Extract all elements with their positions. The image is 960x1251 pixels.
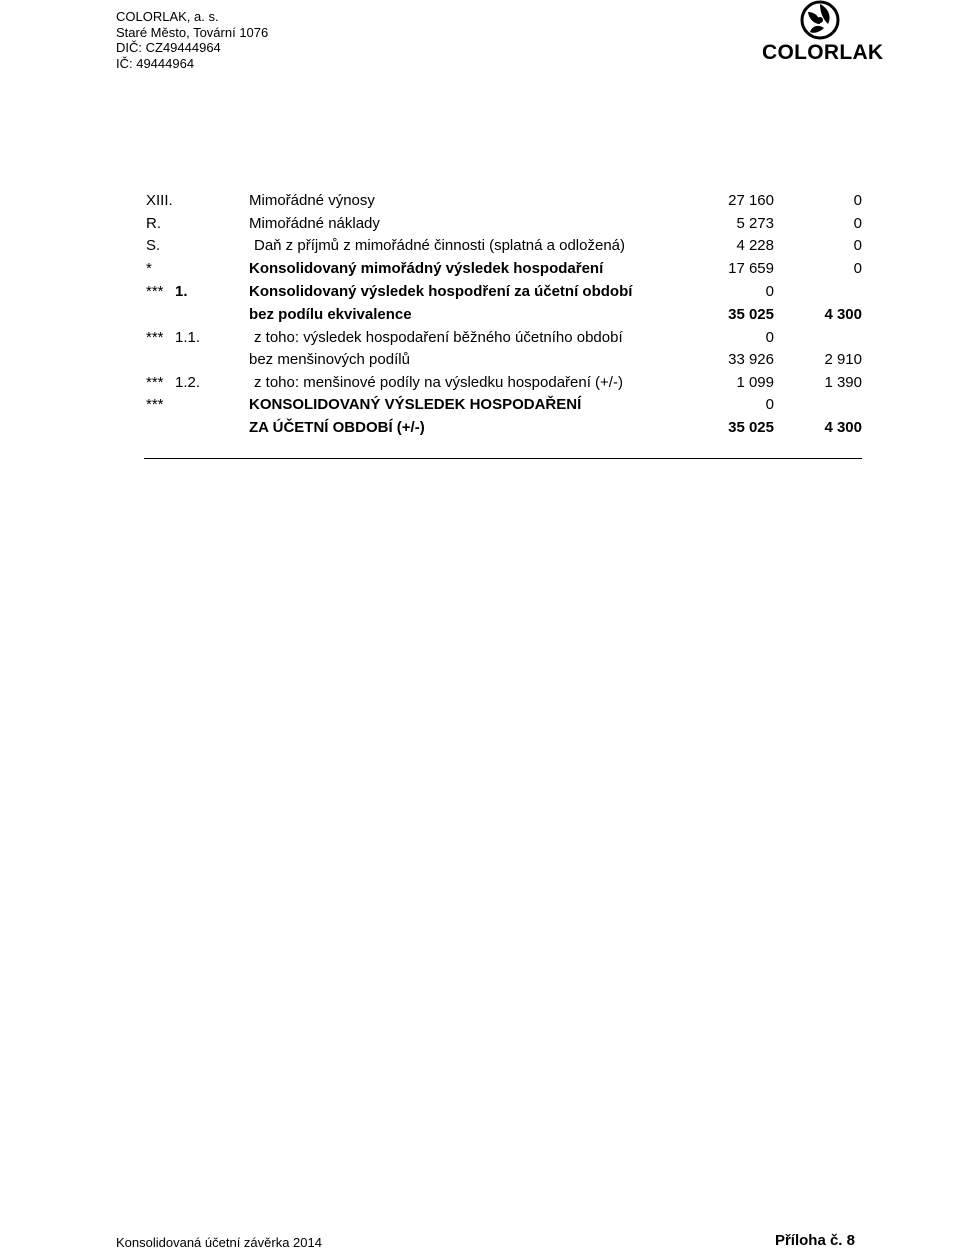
row-value-previous: 2 910	[824, 351, 862, 368]
row-value-current: 33 926	[728, 351, 774, 368]
company-address	[116, 9, 268, 71]
row-value-previous: 4 300	[824, 306, 862, 323]
row-value-current: 35 025	[728, 306, 774, 323]
row-value-previous: 0	[853, 215, 862, 232]
row-value-previous: 1 390	[824, 374, 862, 391]
row-value-current: 27 160	[728, 192, 774, 209]
row-value-current: 5 273	[736, 215, 774, 232]
row-label: Konsolidovaný výsledek hospodření za účetní období	[249, 283, 633, 300]
row-label: Daň z příjmů z mimořádné činnosti (splatná a odložená)	[254, 237, 626, 254]
row-code: ***	[146, 329, 164, 346]
colorlak-emblem-icon	[798, 0, 842, 42]
row-value-current: 4 228	[736, 237, 774, 254]
row-value-current: 0	[765, 283, 774, 300]
row-label: ZA ÚČETNÍ OBDOBÍ (+/-)	[249, 419, 425, 436]
row-code: ***	[146, 374, 164, 391]
row-value-previous: 0	[853, 260, 862, 277]
table-row	[0, 396, 960, 418]
row-label: bez podílu ekvivalence	[249, 306, 412, 323]
row-value-current: 35 025	[728, 419, 774, 436]
row-label: bez menšinových podílů	[249, 351, 410, 368]
table-row	[0, 374, 960, 396]
row-code: XIII.	[146, 192, 173, 209]
table-row	[0, 260, 960, 282]
table-row	[0, 283, 960, 305]
row-code: S.	[146, 237, 161, 254]
footer-document-title: Konsolidovaná účetní závěrka 2014	[116, 1235, 322, 1250]
row-value-current: 1 099	[736, 374, 774, 391]
company-street: Staré Město, Tovární 1076	[116, 24, 269, 40]
row-code: R.	[146, 215, 161, 232]
row-subcode: 1.2.	[175, 374, 201, 391]
table-row	[0, 329, 960, 351]
row-subcode: 1.1.	[175, 329, 201, 346]
row-label: z toho: menšinové podíly na výsledku hospodaření (+/-)	[254, 374, 623, 391]
row-label: KONSOLIDOVANÝ VÝSLEDEK HOSPODAŘENÍ	[249, 396, 582, 413]
row-code: ***	[146, 283, 164, 300]
row-code: *	[146, 260, 152, 277]
row-code: ***	[146, 396, 164, 413]
table-row	[0, 419, 960, 441]
row-value-previous: 0	[853, 192, 862, 209]
row-value-previous: 4 300	[824, 419, 862, 436]
row-value-current: 17 659	[728, 260, 774, 277]
row-value-previous: 0	[853, 237, 862, 254]
company-ic: IČ: 49444964	[116, 55, 195, 71]
row-value-current: 0	[765, 329, 774, 346]
colorlak-logo	[758, 0, 892, 70]
table-row	[0, 192, 960, 214]
table-bottom-rule	[144, 458, 862, 459]
table-row	[0, 351, 960, 373]
table-row	[0, 306, 960, 328]
row-label: Mimořádné výnosy	[249, 192, 375, 209]
row-label: Konsolidovaný mimořádný výsledek hospodaření	[249, 260, 604, 277]
footer-attachment-number: Příloha č. 8	[774, 1232, 855, 1249]
row-label: z toho: výsledek hospodaření běžného účetního období	[254, 329, 623, 346]
table-row	[0, 237, 960, 259]
company-name: COLORLAK, a. s.	[116, 9, 219, 24]
row-value-current: 0	[765, 396, 774, 413]
table-row	[0, 215, 960, 237]
row-label: Mimořádné náklady	[249, 215, 380, 232]
logo-wordmark: COLORLAK	[762, 41, 884, 64]
company-dic: DIČ: CZ49444964	[116, 40, 221, 55]
row-subcode: 1.	[175, 283, 188, 300]
